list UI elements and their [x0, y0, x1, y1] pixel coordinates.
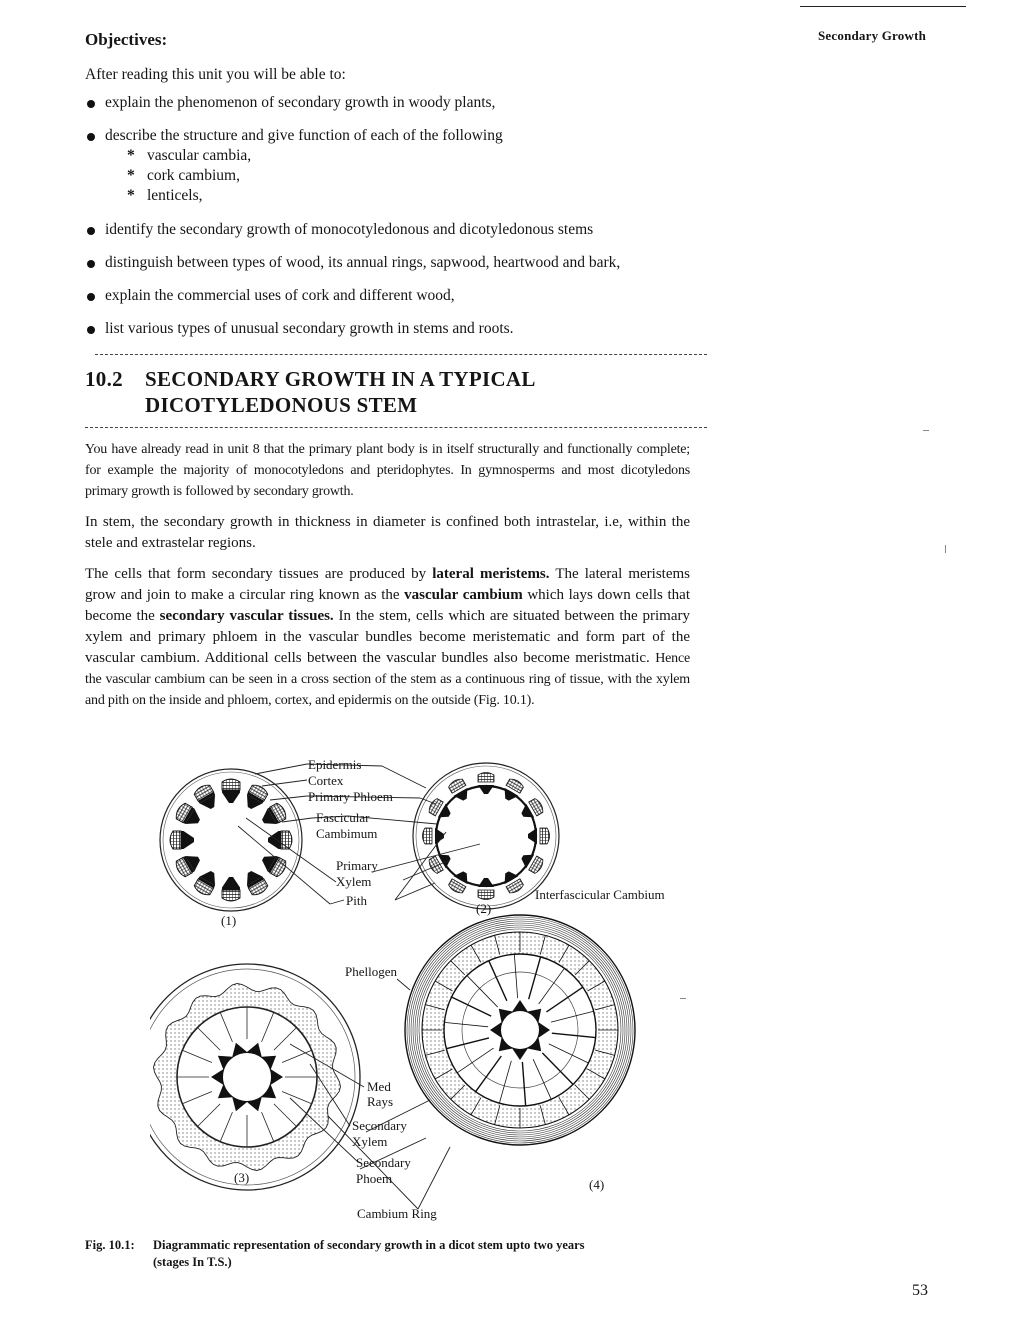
- page-number: 53: [912, 1282, 928, 1299]
- label-med: Med: [367, 1079, 391, 1094]
- p3-text-e: In the stem, cells which are situated between the primary xylem and primary phloem in the vascular bundles become meristematic and form part of the vascular cambium. Additional cells between the vascular bundles also become meristmatic.: [85, 608, 690, 666]
- primary-phloem: [423, 828, 433, 844]
- label-xylem: Xylem: [336, 874, 372, 889]
- label-rays: Rays: [367, 1094, 393, 1109]
- objectives-list: [85, 93, 725, 352]
- leader-line: [397, 979, 410, 990]
- label-pith: Pith: [346, 893, 367, 908]
- label-secondary-phloem-2: Phoem: [356, 1171, 393, 1186]
- section-rule-bottom: [85, 427, 707, 428]
- label-primary: Primary: [336, 858, 378, 873]
- primary-phloem: [222, 890, 240, 901]
- objective-item-text: describe the structure and give function of each of the following: [105, 127, 503, 144]
- objective-item: list various types of unusual secondary growth in stems and roots.: [85, 319, 725, 339]
- label-epidermis: Epidermis: [308, 757, 362, 772]
- leader-line: [330, 900, 344, 904]
- stage-3-diagram: [150, 964, 360, 1190]
- label-primary-phloem: Primary Phloem: [308, 789, 393, 804]
- objective-item: explain the phenomenon of secondary growth in woody plants,: [85, 93, 725, 113]
- body-text: [85, 439, 690, 711]
- label-cortex: Cortex: [308, 773, 344, 788]
- stem-diagram: [150, 752, 710, 1232]
- objectives-intro: After reading this unit you will be able to:: [85, 66, 346, 83]
- pith: [501, 1011, 539, 1049]
- pith: [223, 1053, 271, 1101]
- section-number: 10.2: [85, 367, 123, 391]
- primary-phloem: [478, 890, 494, 900]
- label-secondary-xylem-1: Secondary: [352, 1118, 407, 1133]
- objective-item: explain the commercial uses of cork and different wood,: [85, 286, 725, 306]
- stage-label-2: (2): [476, 901, 492, 916]
- fascicular-cambium: [181, 831, 184, 849]
- label-fascicular: Fascicular: [316, 810, 370, 825]
- fascicular-cambium: [279, 831, 282, 849]
- section-title-line2: DICOTYLEDONOUS STEM: [145, 393, 418, 417]
- paragraph-2: In stem, the secondary growth in thickness in diameter is confined both intrastelar, i.e, within the stele and extrastelar regions.: [85, 514, 690, 551]
- objective-subitem: * cork cambium,: [125, 166, 725, 186]
- caption-line-2: (stages In T.S.): [153, 1255, 232, 1269]
- p3-text-d: which lays down cells that become the: [85, 587, 690, 624]
- primary-phloem: [170, 831, 181, 849]
- stage-label-1: (1): [221, 913, 237, 928]
- caption-line-1: Diagrammatic representation of secondary growth in a dicot stem upto two years: [153, 1238, 585, 1252]
- leader-line: [418, 1147, 450, 1209]
- term-lateral-meristems: lateral meristems.: [432, 566, 550, 582]
- p3-text-f: Hence the vascular cambium can be seen in a cross section of the stem as a continuous ring of tissue, with the xylem and pith on the inside and phloem, cortex, and epidermis on the outside (Fig. 10.1).: [85, 651, 690, 708]
- objective-item: [85, 126, 725, 206]
- scan-speck: [945, 545, 946, 553]
- scan-speck: [680, 998, 686, 999]
- caption-label: Fig. 10.1:: [85, 1238, 135, 1252]
- leader-line: [255, 764, 307, 774]
- label-secondary-xylem-2: Xylem: [352, 1134, 388, 1149]
- figure-caption: [85, 1237, 705, 1271]
- term-vascular-cambium: vascular cambium: [404, 587, 523, 603]
- label-cambium-ring: Cambium Ring: [357, 1206, 437, 1221]
- section-rule-top: [95, 354, 707, 355]
- p3-text-a: The cells that form secondary tissues are produced by: [85, 566, 433, 582]
- paragraph-1: You have already read in unit 8 that the primary plant body is in itself structurally and functionally complete; for example the majority of monocotyledons and pteridophytes. In gymnosperms and most dicotyledons primary growth is followed by secondary growth.: [85, 442, 690, 499]
- primary-phloem: [540, 828, 550, 844]
- label-interfascicular-cambium: Interfascicular Cambium: [535, 887, 665, 902]
- paragraph-3: [85, 564, 690, 711]
- fascicular-cambium: [222, 790, 240, 793]
- stage-label-3: (3): [234, 1170, 250, 1185]
- label-secondary-phloem-1: Secondary: [356, 1155, 411, 1170]
- scan-speck: [923, 430, 929, 431]
- section-title-line1: SECONDARY GROWTH IN A TYPICAL: [145, 367, 536, 391]
- section-heading: [85, 366, 536, 418]
- objective-item: identify the secondary growth of monocotyledonous and dicotyledonous stems: [85, 220, 725, 240]
- primary-phloem: [478, 773, 494, 783]
- objective-item: distinguish between types of wood, its annual rings, sapwood, heartwood and bark,: [85, 253, 725, 273]
- objective-subitem: * lenticels,: [125, 186, 725, 206]
- objectives-title: Objectives:: [85, 30, 168, 49]
- stage-4-diagram: [405, 915, 635, 1145]
- running-head: Secondary Growth: [818, 28, 927, 43]
- leader-line: [382, 766, 426, 788]
- objective-sublist: [105, 146, 725, 206]
- fascicular-cambium: [222, 888, 240, 891]
- figure-10-1: [150, 752, 710, 1232]
- objective-subitem: * vascular cambia,: [125, 146, 725, 166]
- term-secondary-vascular-tissues: secondary vascular tissues.: [159, 608, 334, 624]
- stage-label-4: (4): [589, 1177, 605, 1192]
- stage-1-diagram: [160, 769, 302, 911]
- label-phellogen: Phellogen: [345, 964, 397, 979]
- primary-phloem: [222, 779, 240, 790]
- p3-text-c: The lateral meristems grow and join to make a circular ring known as the: [85, 566, 690, 603]
- header-rule: [800, 6, 966, 7]
- label-cambium: Cambimum: [316, 826, 378, 841]
